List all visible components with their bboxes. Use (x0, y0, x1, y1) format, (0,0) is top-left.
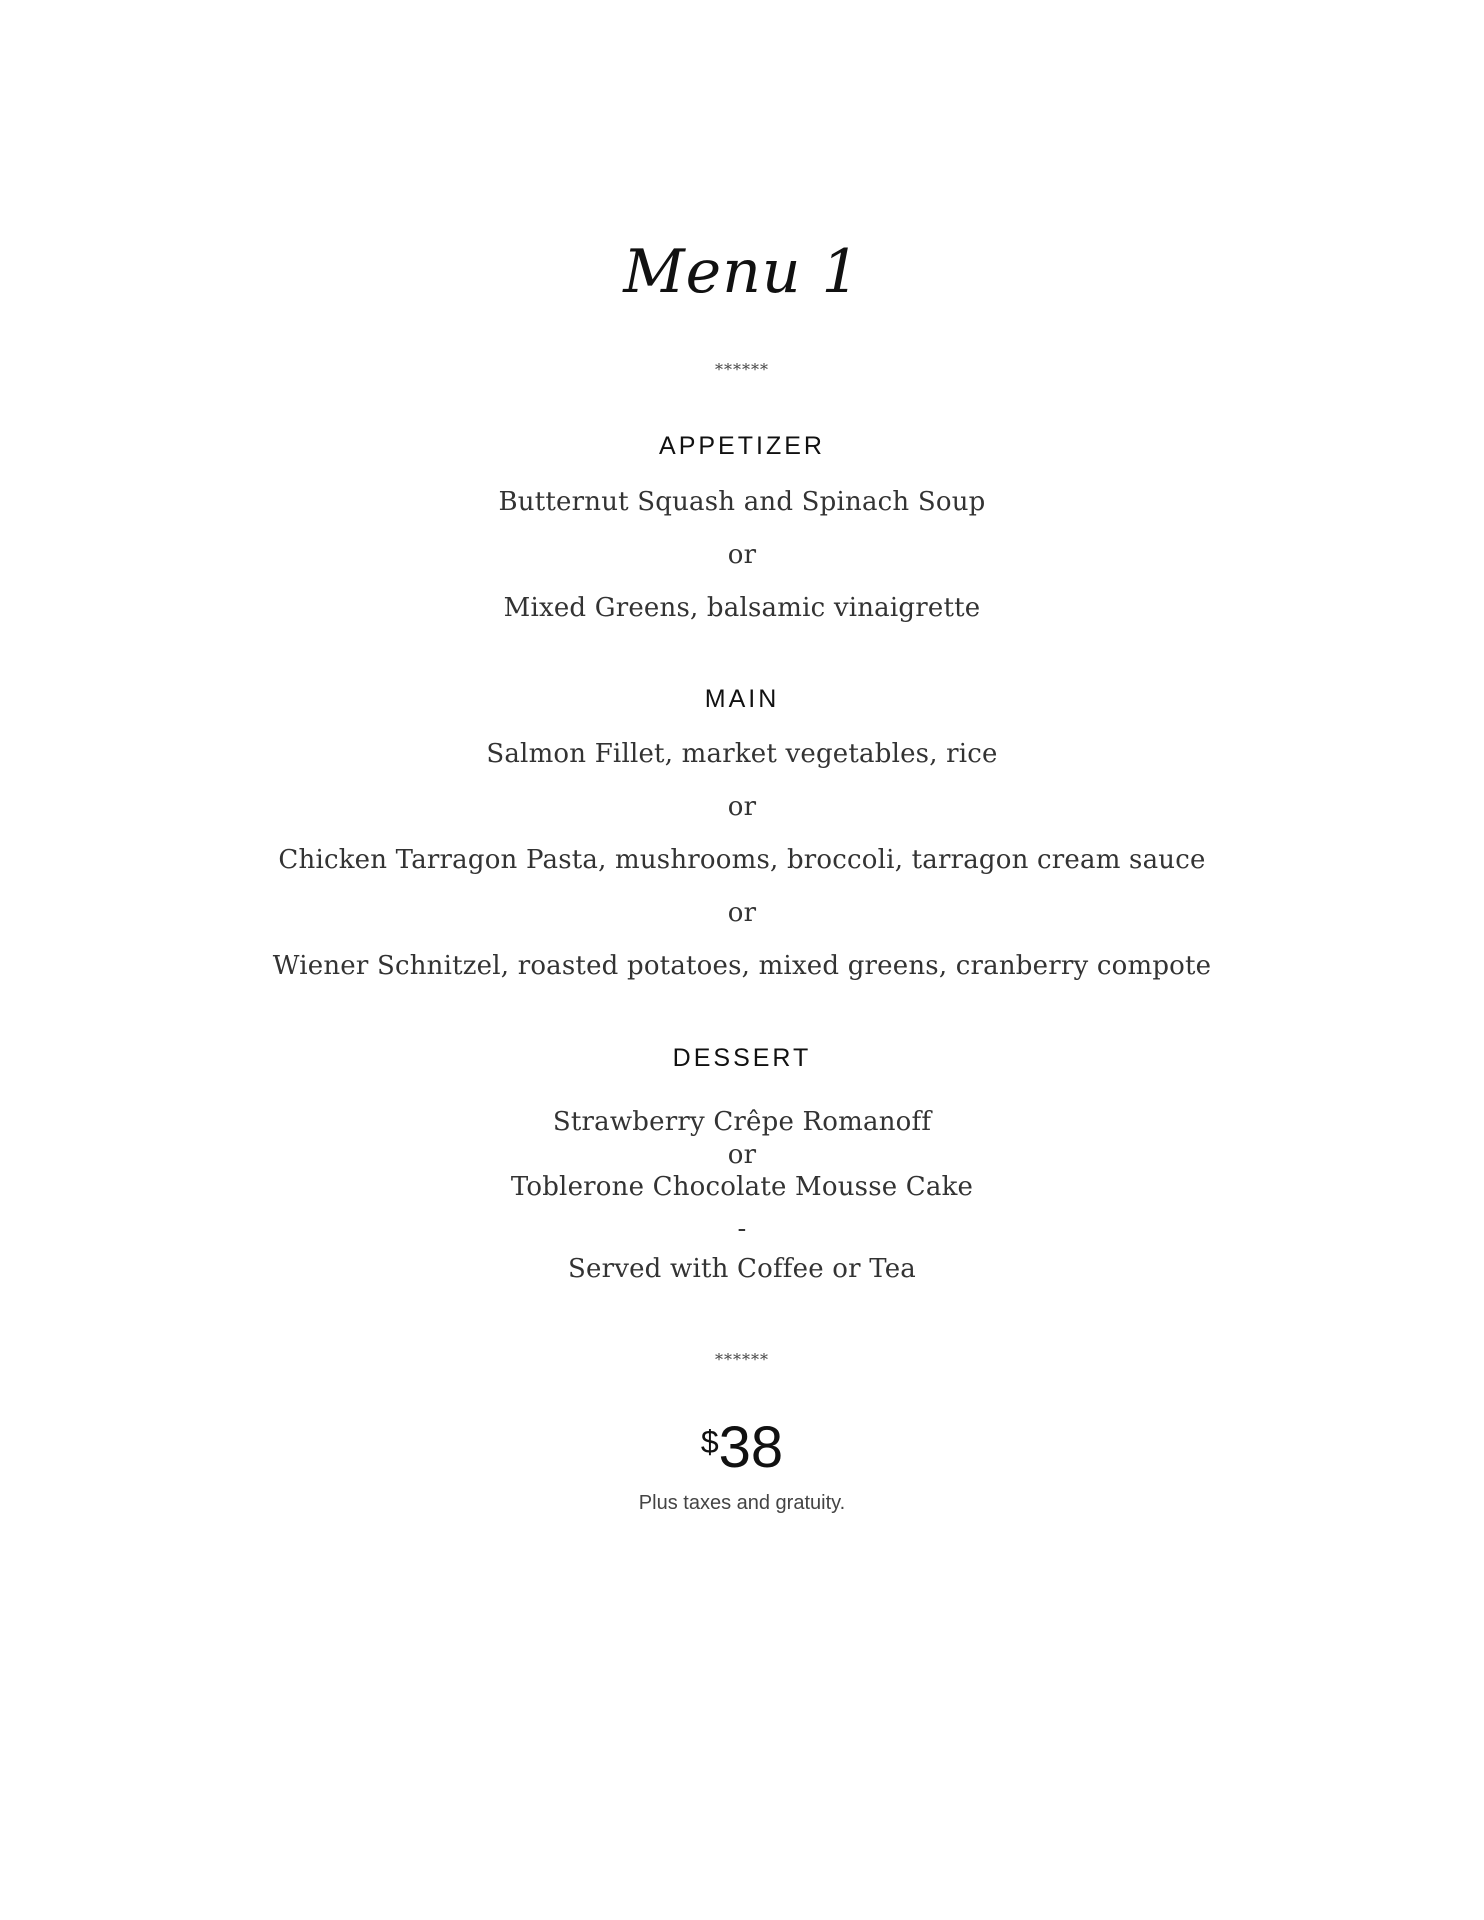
divider-bottom: ****** (715, 1350, 769, 1369)
price-currency: $ (700, 1424, 719, 1460)
dessert-heading: DESSERT (672, 1044, 812, 1072)
dessert-dash: - (737, 1214, 747, 1244)
price-amount: 38 (718, 1415, 784, 1480)
main-item: Salmon Fillet, market vegetables, rice (486, 739, 998, 769)
main-separator: or (727, 792, 757, 822)
main-heading: MAIN (704, 685, 780, 713)
served-with-note: Served with Coffee or Tea (567, 1254, 917, 1284)
menu-title: Menu 1 (623, 237, 861, 307)
main-item: Wiener Schnitzel, roasted potatoes, mixed greens, cranberry compote (272, 951, 1212, 981)
appetizer-heading: APPETIZER (659, 432, 825, 460)
appetizer-item: Mixed Greens, balsamic vinaigrette (503, 593, 981, 623)
divider-top: ****** (715, 360, 769, 379)
appetizer-separator: or (727, 540, 757, 570)
price-note: Plus taxes and gratuity. (638, 1492, 846, 1514)
appetizer-item: Butternut Squash and Spinach Soup (498, 487, 986, 517)
price (0, 1413, 1484, 1498)
main-separator: or (727, 898, 757, 928)
dessert-separator: or (727, 1140, 757, 1170)
dessert-item: Toblerone Chocolate Mousse Cake (510, 1172, 974, 1202)
dessert-item: Strawberry Crêpe Romanoff (552, 1107, 932, 1137)
main-item: Chicken Tarragon Pasta, mushrooms, broccoli, tarragon cream sauce (278, 845, 1206, 875)
